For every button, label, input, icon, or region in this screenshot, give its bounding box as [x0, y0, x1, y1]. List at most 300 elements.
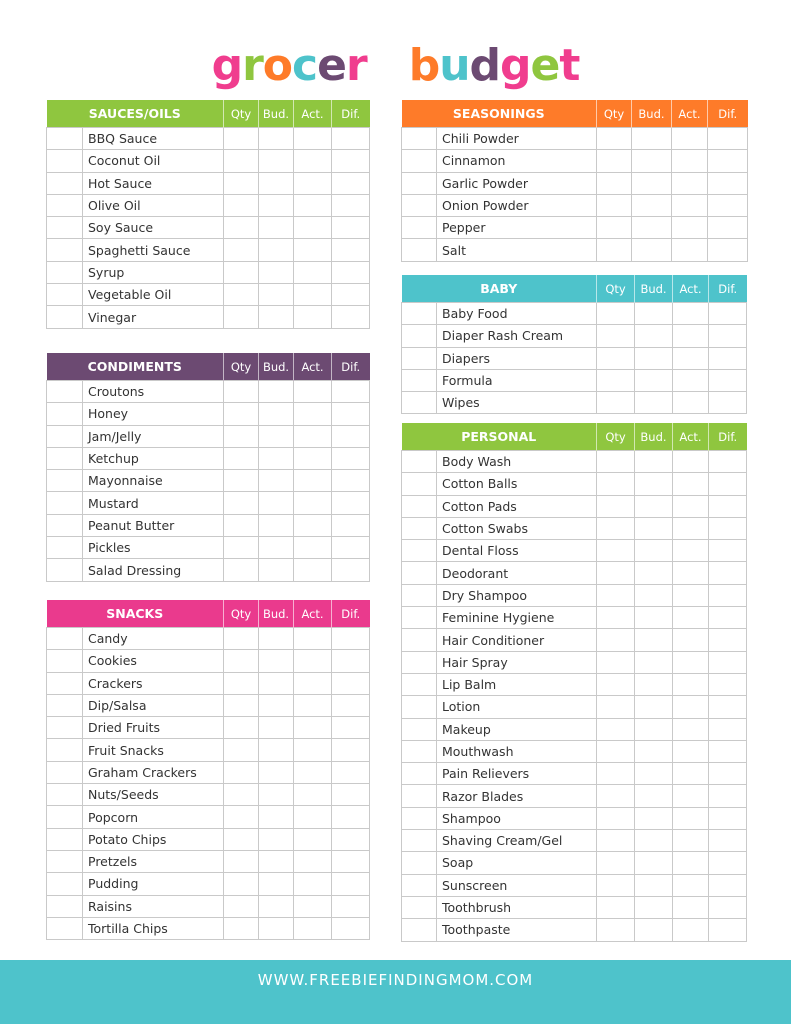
bud-cell[interactable]	[635, 607, 673, 629]
check-cell[interactable]	[47, 172, 83, 194]
check-cell[interactable]	[402, 392, 437, 414]
check-cell[interactable]	[47, 284, 83, 306]
dif-cell[interactable]	[332, 470, 370, 492]
dif-cell[interactable]	[332, 261, 370, 283]
check-cell[interactable]	[47, 537, 83, 559]
qty-cell[interactable]	[597, 451, 635, 473]
qty-cell[interactable]	[224, 381, 259, 403]
act-cell[interactable]	[673, 785, 709, 807]
qty-cell[interactable]	[224, 261, 259, 283]
dif-cell[interactable]	[332, 537, 370, 559]
check-cell[interactable]	[402, 830, 437, 852]
act-cell[interactable]	[294, 806, 332, 828]
bud-cell[interactable]	[259, 850, 294, 872]
check-cell[interactable]	[402, 874, 437, 896]
dif-cell[interactable]	[709, 785, 747, 807]
act-cell[interactable]	[294, 628, 332, 650]
bud-cell[interactable]	[259, 672, 294, 694]
bud-cell[interactable]	[259, 917, 294, 939]
qty-cell[interactable]	[597, 896, 635, 918]
act-cell[interactable]	[672, 150, 708, 172]
check-cell[interactable]	[47, 470, 83, 492]
qty-cell[interactable]	[597, 303, 635, 325]
act-cell[interactable]	[672, 194, 708, 216]
dif-cell[interactable]	[332, 217, 370, 239]
check-cell[interactable]	[47, 850, 83, 872]
bud-cell[interactable]	[635, 473, 673, 495]
check-cell[interactable]	[402, 607, 437, 629]
bud-cell[interactable]	[259, 425, 294, 447]
dif-cell[interactable]	[709, 651, 747, 673]
dif-cell[interactable]	[708, 172, 748, 194]
qty-cell[interactable]	[597, 807, 635, 829]
check-cell[interactable]	[47, 628, 83, 650]
bud-cell[interactable]	[259, 403, 294, 425]
bud-cell[interactable]	[259, 172, 294, 194]
dif-cell[interactable]	[709, 392, 747, 414]
dif-cell[interactable]	[709, 473, 747, 495]
act-cell[interactable]	[294, 284, 332, 306]
act-cell[interactable]	[673, 517, 709, 539]
bud-cell[interactable]	[259, 470, 294, 492]
qty-cell[interactable]	[224, 172, 259, 194]
act-cell[interactable]	[673, 303, 709, 325]
act-cell[interactable]	[294, 850, 332, 872]
dif-cell[interactable]	[332, 425, 370, 447]
act-cell[interactable]	[294, 761, 332, 783]
check-cell[interactable]	[47, 895, 83, 917]
check-cell[interactable]	[47, 381, 83, 403]
dif-cell[interactable]	[708, 217, 748, 239]
act-cell[interactable]	[673, 874, 709, 896]
act-cell[interactable]	[673, 607, 709, 629]
check-cell[interactable]	[47, 239, 83, 261]
dif-cell[interactable]	[709, 696, 747, 718]
check-cell[interactable]	[402, 718, 437, 740]
check-cell[interactable]	[402, 807, 437, 829]
check-cell[interactable]	[47, 514, 83, 536]
qty-cell[interactable]	[597, 517, 635, 539]
bud-cell[interactable]	[635, 562, 673, 584]
act-cell[interactable]	[673, 763, 709, 785]
qty-cell[interactable]	[224, 895, 259, 917]
act-cell[interactable]	[294, 694, 332, 716]
check-cell[interactable]	[402, 919, 437, 941]
check-cell[interactable]	[402, 150, 437, 172]
bud-cell[interactable]	[259, 559, 294, 581]
bud-cell[interactable]	[259, 784, 294, 806]
check-cell[interactable]	[402, 696, 437, 718]
act-cell[interactable]	[673, 392, 709, 414]
act-cell[interactable]	[294, 128, 332, 150]
bud-cell[interactable]	[632, 217, 672, 239]
dif-cell[interactable]	[709, 896, 747, 918]
bud-cell[interactable]	[259, 739, 294, 761]
dif-cell[interactable]	[332, 672, 370, 694]
qty-cell[interactable]	[597, 128, 632, 150]
dif-cell[interactable]	[332, 850, 370, 872]
dif-cell[interactable]	[709, 830, 747, 852]
bud-cell[interactable]	[632, 172, 672, 194]
act-cell[interactable]	[672, 239, 708, 261]
qty-cell[interactable]	[224, 828, 259, 850]
act-cell[interactable]	[673, 919, 709, 941]
act-cell[interactable]	[672, 128, 708, 150]
qty-cell[interactable]	[224, 239, 259, 261]
check-cell[interactable]	[402, 584, 437, 606]
check-cell[interactable]	[402, 540, 437, 562]
qty-cell[interactable]	[224, 537, 259, 559]
dif-cell[interactable]	[709, 562, 747, 584]
dif-cell[interactable]	[708, 128, 748, 150]
bud-cell[interactable]	[632, 128, 672, 150]
qty-cell[interactable]	[224, 761, 259, 783]
act-cell[interactable]	[673, 629, 709, 651]
bud-cell[interactable]	[635, 919, 673, 941]
bud-cell[interactable]	[259, 650, 294, 672]
bud-cell[interactable]	[635, 830, 673, 852]
bud-cell[interactable]	[259, 537, 294, 559]
act-cell[interactable]	[294, 150, 332, 172]
qty-cell[interactable]	[597, 495, 635, 517]
check-cell[interactable]	[402, 651, 437, 673]
check-cell[interactable]	[47, 650, 83, 672]
dif-cell[interactable]	[709, 584, 747, 606]
act-cell[interactable]	[294, 828, 332, 850]
dif-cell[interactable]	[332, 873, 370, 895]
dif-cell[interactable]	[709, 325, 747, 347]
check-cell[interactable]	[402, 128, 437, 150]
check-cell[interactable]	[47, 559, 83, 581]
act-cell[interactable]	[673, 852, 709, 874]
check-cell[interactable]	[402, 473, 437, 495]
qty-cell[interactable]	[597, 473, 635, 495]
act-cell[interactable]	[294, 239, 332, 261]
qty-cell[interactable]	[224, 850, 259, 872]
bud-cell[interactable]	[259, 128, 294, 150]
check-cell[interactable]	[402, 347, 437, 369]
qty-cell[interactable]	[224, 784, 259, 806]
dif-cell[interactable]	[709, 451, 747, 473]
dif-cell[interactable]	[709, 740, 747, 762]
bud-cell[interactable]	[632, 150, 672, 172]
bud-cell[interactable]	[635, 517, 673, 539]
check-cell[interactable]	[47, 761, 83, 783]
act-cell[interactable]	[673, 718, 709, 740]
act-cell[interactable]	[294, 717, 332, 739]
bud-cell[interactable]	[635, 303, 673, 325]
act-cell[interactable]	[294, 559, 332, 581]
check-cell[interactable]	[47, 717, 83, 739]
dif-cell[interactable]	[709, 540, 747, 562]
qty-cell[interactable]	[597, 785, 635, 807]
bud-cell[interactable]	[259, 492, 294, 514]
bud-cell[interactable]	[632, 239, 672, 261]
qty-cell[interactable]	[224, 650, 259, 672]
check-cell[interactable]	[47, 739, 83, 761]
act-cell[interactable]	[294, 873, 332, 895]
act-cell[interactable]	[294, 895, 332, 917]
check-cell[interactable]	[402, 194, 437, 216]
qty-cell[interactable]	[224, 492, 259, 514]
dif-cell[interactable]	[709, 607, 747, 629]
qty-cell[interactable]	[224, 717, 259, 739]
bud-cell[interactable]	[259, 239, 294, 261]
check-cell[interactable]	[402, 517, 437, 539]
check-cell[interactable]	[47, 261, 83, 283]
dif-cell[interactable]	[709, 807, 747, 829]
bud-cell[interactable]	[635, 763, 673, 785]
act-cell[interactable]	[673, 651, 709, 673]
qty-cell[interactable]	[597, 172, 632, 194]
bud-cell[interactable]	[635, 696, 673, 718]
bud-cell[interactable]	[635, 451, 673, 473]
bud-cell[interactable]	[259, 628, 294, 650]
bud-cell[interactable]	[635, 673, 673, 695]
act-cell[interactable]	[673, 896, 709, 918]
dif-cell[interactable]	[709, 495, 747, 517]
act-cell[interactable]	[294, 217, 332, 239]
bud-cell[interactable]	[635, 540, 673, 562]
qty-cell[interactable]	[597, 874, 635, 896]
act-cell[interactable]	[673, 696, 709, 718]
dif-cell[interactable]	[332, 403, 370, 425]
qty-cell[interactable]	[224, 306, 259, 328]
bud-cell[interactable]	[259, 514, 294, 536]
qty-cell[interactable]	[597, 369, 635, 391]
dif-cell[interactable]	[332, 806, 370, 828]
bud-cell[interactable]	[635, 629, 673, 651]
act-cell[interactable]	[673, 347, 709, 369]
act-cell[interactable]	[294, 917, 332, 939]
qty-cell[interactable]	[597, 347, 635, 369]
check-cell[interactable]	[402, 896, 437, 918]
bud-cell[interactable]	[259, 150, 294, 172]
dif-cell[interactable]	[709, 874, 747, 896]
qty-cell[interactable]	[224, 628, 259, 650]
check-cell[interactable]	[47, 403, 83, 425]
check-cell[interactable]	[402, 239, 437, 261]
qty-cell[interactable]	[597, 217, 632, 239]
bud-cell[interactable]	[259, 694, 294, 716]
bud-cell[interactable]	[635, 807, 673, 829]
act-cell[interactable]	[673, 451, 709, 473]
dif-cell[interactable]	[332, 381, 370, 403]
qty-cell[interactable]	[597, 629, 635, 651]
qty-cell[interactable]	[224, 128, 259, 150]
dif-cell[interactable]	[332, 150, 370, 172]
bud-cell[interactable]	[259, 895, 294, 917]
qty-cell[interactable]	[224, 917, 259, 939]
bud-cell[interactable]	[259, 873, 294, 895]
dif-cell[interactable]	[708, 239, 748, 261]
qty-cell[interactable]	[597, 194, 632, 216]
qty-cell[interactable]	[224, 284, 259, 306]
dif-cell[interactable]	[332, 895, 370, 917]
act-cell[interactable]	[294, 194, 332, 216]
qty-cell[interactable]	[597, 239, 632, 261]
bud-cell[interactable]	[259, 717, 294, 739]
check-cell[interactable]	[47, 447, 83, 469]
dif-cell[interactable]	[332, 447, 370, 469]
bud-cell[interactable]	[635, 392, 673, 414]
act-cell[interactable]	[294, 403, 332, 425]
check-cell[interactable]	[402, 451, 437, 473]
dif-cell[interactable]	[332, 917, 370, 939]
check-cell[interactable]	[402, 562, 437, 584]
check-cell[interactable]	[47, 873, 83, 895]
dif-cell[interactable]	[332, 650, 370, 672]
dif-cell[interactable]	[709, 369, 747, 391]
check-cell[interactable]	[402, 852, 437, 874]
dif-cell[interactable]	[332, 284, 370, 306]
act-cell[interactable]	[673, 740, 709, 762]
act-cell[interactable]	[294, 514, 332, 536]
bud-cell[interactable]	[635, 740, 673, 762]
dif-cell[interactable]	[709, 629, 747, 651]
qty-cell[interactable]	[224, 447, 259, 469]
check-cell[interactable]	[402, 325, 437, 347]
bud-cell[interactable]	[635, 852, 673, 874]
qty-cell[interactable]	[597, 540, 635, 562]
check-cell[interactable]	[402, 369, 437, 391]
check-cell[interactable]	[402, 303, 437, 325]
qty-cell[interactable]	[597, 392, 635, 414]
bud-cell[interactable]	[259, 806, 294, 828]
dif-cell[interactable]	[332, 172, 370, 194]
qty-cell[interactable]	[224, 514, 259, 536]
check-cell[interactable]	[402, 495, 437, 517]
bud-cell[interactable]	[635, 495, 673, 517]
qty-cell[interactable]	[224, 194, 259, 216]
dif-cell[interactable]	[332, 492, 370, 514]
act-cell[interactable]	[673, 584, 709, 606]
dif-cell[interactable]	[332, 739, 370, 761]
check-cell[interactable]	[47, 306, 83, 328]
dif-cell[interactable]	[332, 628, 370, 650]
qty-cell[interactable]	[597, 651, 635, 673]
act-cell[interactable]	[294, 650, 332, 672]
qty-cell[interactable]	[224, 470, 259, 492]
act-cell[interactable]	[673, 495, 709, 517]
check-cell[interactable]	[47, 194, 83, 216]
qty-cell[interactable]	[224, 694, 259, 716]
qty-cell[interactable]	[597, 718, 635, 740]
dif-cell[interactable]	[709, 763, 747, 785]
dif-cell[interactable]	[709, 303, 747, 325]
qty-cell[interactable]	[597, 830, 635, 852]
qty-cell[interactable]	[597, 696, 635, 718]
bud-cell[interactable]	[259, 447, 294, 469]
check-cell[interactable]	[47, 828, 83, 850]
dif-cell[interactable]	[332, 784, 370, 806]
qty-cell[interactable]	[224, 739, 259, 761]
qty-cell[interactable]	[597, 919, 635, 941]
act-cell[interactable]	[294, 381, 332, 403]
qty-cell[interactable]	[224, 217, 259, 239]
dif-cell[interactable]	[332, 559, 370, 581]
bud-cell[interactable]	[635, 584, 673, 606]
act-cell[interactable]	[294, 447, 332, 469]
dif-cell[interactable]	[709, 718, 747, 740]
qty-cell[interactable]	[597, 562, 635, 584]
bud-cell[interactable]	[259, 761, 294, 783]
act-cell[interactable]	[294, 672, 332, 694]
dif-cell[interactable]	[709, 919, 747, 941]
act-cell[interactable]	[672, 172, 708, 194]
act-cell[interactable]	[294, 172, 332, 194]
act-cell[interactable]	[294, 739, 332, 761]
check-cell[interactable]	[47, 917, 83, 939]
bud-cell[interactable]	[635, 896, 673, 918]
check-cell[interactable]	[402, 785, 437, 807]
qty-cell[interactable]	[597, 673, 635, 695]
act-cell[interactable]	[673, 369, 709, 391]
dif-cell[interactable]	[332, 194, 370, 216]
check-cell[interactable]	[47, 672, 83, 694]
qty-cell[interactable]	[224, 425, 259, 447]
bud-cell[interactable]	[259, 828, 294, 850]
check-cell[interactable]	[47, 128, 83, 150]
check-cell[interactable]	[47, 217, 83, 239]
act-cell[interactable]	[673, 830, 709, 852]
qty-cell[interactable]	[597, 584, 635, 606]
bud-cell[interactable]	[635, 651, 673, 673]
bud-cell[interactable]	[259, 306, 294, 328]
check-cell[interactable]	[47, 784, 83, 806]
act-cell[interactable]	[673, 473, 709, 495]
dif-cell[interactable]	[708, 150, 748, 172]
act-cell[interactable]	[294, 261, 332, 283]
check-cell[interactable]	[402, 740, 437, 762]
bud-cell[interactable]	[259, 284, 294, 306]
act-cell[interactable]	[673, 562, 709, 584]
qty-cell[interactable]	[597, 150, 632, 172]
act-cell[interactable]	[294, 492, 332, 514]
qty-cell[interactable]	[597, 852, 635, 874]
act-cell[interactable]	[673, 807, 709, 829]
act-cell[interactable]	[294, 425, 332, 447]
bud-cell[interactable]	[259, 194, 294, 216]
dif-cell[interactable]	[332, 717, 370, 739]
check-cell[interactable]	[402, 629, 437, 651]
qty-cell[interactable]	[224, 150, 259, 172]
bud-cell[interactable]	[635, 369, 673, 391]
bud-cell[interactable]	[635, 347, 673, 369]
bud-cell[interactable]	[635, 785, 673, 807]
qty-cell[interactable]	[224, 873, 259, 895]
check-cell[interactable]	[402, 217, 437, 239]
bud-cell[interactable]	[259, 381, 294, 403]
bud-cell[interactable]	[635, 874, 673, 896]
check-cell[interactable]	[402, 763, 437, 785]
dif-cell[interactable]	[332, 694, 370, 716]
bud-cell[interactable]	[635, 718, 673, 740]
act-cell[interactable]	[673, 325, 709, 347]
check-cell[interactable]	[47, 694, 83, 716]
qty-cell[interactable]	[224, 559, 259, 581]
qty-cell[interactable]	[597, 607, 635, 629]
check-cell[interactable]	[47, 150, 83, 172]
dif-cell[interactable]	[709, 673, 747, 695]
qty-cell[interactable]	[597, 740, 635, 762]
act-cell[interactable]	[294, 784, 332, 806]
act-cell[interactable]	[673, 673, 709, 695]
act-cell[interactable]	[672, 217, 708, 239]
qty-cell[interactable]	[224, 806, 259, 828]
qty-cell[interactable]	[597, 763, 635, 785]
bud-cell[interactable]	[259, 261, 294, 283]
